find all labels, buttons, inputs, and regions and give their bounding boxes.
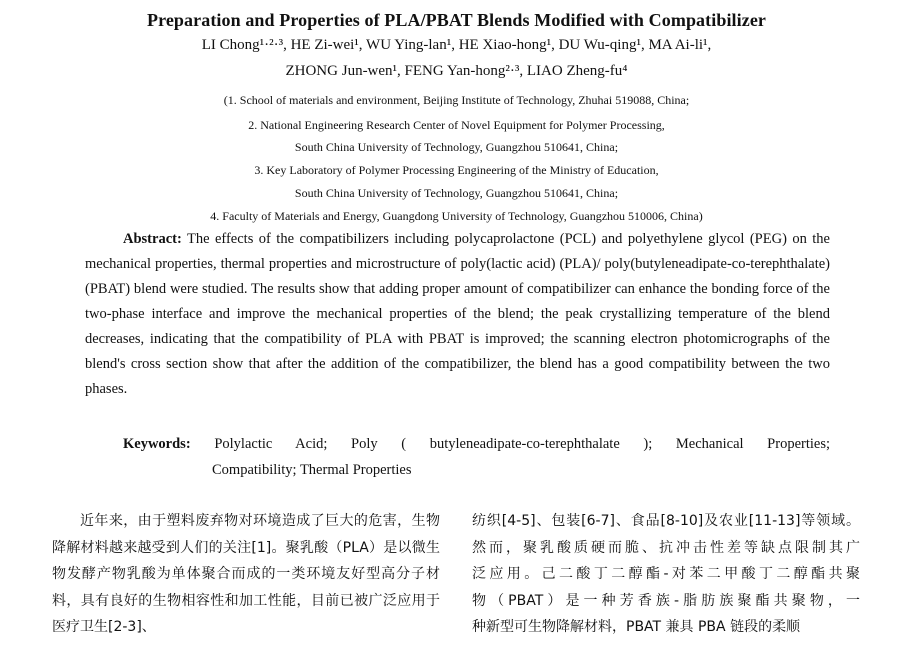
keywords-line-2: Compatibility; Thermal Properties: [212, 462, 412, 478]
body-column-right: [472, 508, 860, 641]
abstract: [85, 227, 830, 402]
affiliation-3: 3. Key Laboratory of Polymer Processing Engineering of the Ministry of Education,: [254, 163, 659, 177]
abstract-label: Abstract:: [123, 231, 182, 247]
paper-title: Preparation and Properties of PLA/PBAT Blends Modified with Compatibilizer: [146, 10, 767, 30]
body-column-left: 近年来，由于塑料废弃物对环境造成了巨大的危害，生物降解材料越来越受到人们的关注[1]。聚乳酸（PLA）是以微生物发酵产物乳酸为单体聚合而成的一类环境友好型高分子材料，具有良好的生物相容性和加工性能，目前已被广泛应用于医疗卫生[2-3]、: [52, 513, 440, 635]
affiliation-1: (1. School of materials and environment, Beijing Institute of Technology, Zhuhai 519088, China;: [223, 93, 690, 107]
body-right-line: 泛应用。己二酸丁二醇酯-对苯二甲酸丁二醇酯共聚: [472, 566, 860, 582]
affiliation-2-address: South China University of Technology, Guangzhou 510641, China;: [294, 140, 619, 154]
authors-line-1: LI Chong¹·²·³, HE Zi-wei¹, WU Ying-lan¹, HE Xiao-hong¹, DU Wu-qing¹, MA Ai-li¹,: [201, 37, 712, 53]
keywords-label: Keywords:: [123, 436, 191, 452]
authors-line-2: ZHONG Jun-wen¹, FENG Yan-hong²·³, LIAO Zheng-fu⁴: [285, 63, 628, 79]
affiliation-4: 4. Faculty of Materials and Energy, Guangdong University of Technology, Guangzhou 510006, China): [210, 209, 703, 223]
affiliation-3-address: South China University of Technology, Guangzhou 510641, China;: [294, 186, 619, 200]
body-right-line: 然而，聚乳酸质硬而脆、抗冲击性差等缺点限制其广: [472, 539, 860, 556]
keywords: [85, 432, 830, 457]
body-right-line: 种新型可生物降解材料，PBAT 兼具 PBA 链段的柔顺: [472, 619, 801, 635]
affiliation-2: 2. National Engineering Research Center of Novel Equipment for Polymer Processing,: [248, 118, 665, 132]
body-right-line: 物（PBAT）是一种芳香族-脂肪族聚酯共聚物，一: [472, 592, 860, 609]
abstract-text: The effects of the compatibilizers including polycaprolactone (PCL) and polyethylene glycol (PEG) on the mechanical properties, thermal properties and microstructure of poly(lactic acid) (PLA)/ poly(butyleneadipate-co-terephthalate) (PBAT) blend were studied. The results show that adding proper amount of compatibilizer can enhance the bonding force of the two-phase interface and improve the mechanical properties of the blend; the peak crystallizing temperature of the blend decreases, indicating that the compatibility of PLA with PBAT is improved; the scanning electron photomicrographs of the blend's cross section show that after the addition of the compatibilizer, the blend has a good compatibility between the two phases.: [85, 231, 830, 397]
body-right-line: 纺织[4-5]、包装[6-7]、食品[8-10]及农业[11-13]等领域。: [472, 513, 860, 529]
keywords-line-1: Polylactic Acid; Poly ( butyleneadipate-co-terephthalate ); Mechanical Properties;: [214, 436, 831, 452]
